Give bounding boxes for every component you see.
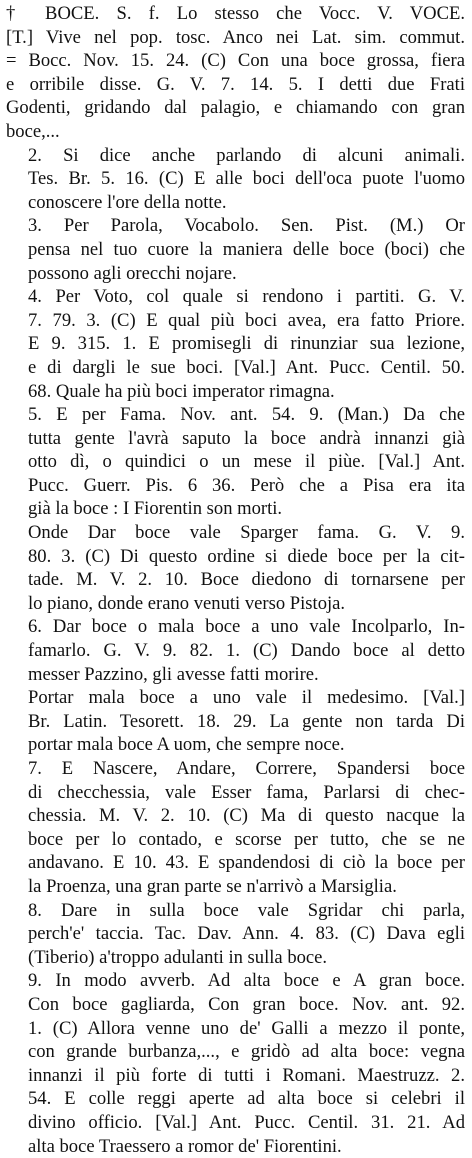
text-line: boce per lo contado, e scorse per tutto, che se ne [6, 828, 465, 852]
text-line: possono agli orecchi nojare. [6, 262, 465, 286]
text-line: Br. Latin. Tesorett. 18. 29. La gente non tarda Di [6, 710, 465, 734]
entry-sense-paragraph [6, 969, 465, 1158]
text-line: 7. 79. 3. (C) E qual più boci avea, era fatto Priore. [6, 309, 465, 333]
text-line: 2. Si dice anche parlando di alcuni animali. [6, 144, 465, 168]
text-line: (Tiberio) a'troppo adulanti in sulla boce. [6, 946, 465, 970]
text-line: 54. E colle reggi aperte ad alta boce si celebri il [6, 1087, 465, 1111]
text-line: chessia. M. V. 2. 10. (C) Ma di questo nacque la [6, 804, 465, 828]
text-line: 1. (C) Allora venne uno de' Galli a mezzo il ponte, [6, 1017, 465, 1041]
text-line: pensa nel tuo cuore la maniera delle boce (boci) che [6, 238, 465, 262]
text-line: Pucc. Guerr. Pis. 6 36. Però che a Pisa era ita [6, 474, 465, 498]
text-line: boce,... [6, 120, 465, 144]
text-line: [T.] Vive nel pop. tosc. Anco nei Lat. sim. commut. [6, 26, 465, 50]
text-line: alta boce Traessero a romor de' Fiorentini. [6, 1135, 465, 1158]
text-line: 4. Per Voto, col quale si rendono i partiti. G. V. [6, 285, 465, 309]
text-line: e orribile disse. G. V. 7. 14. 5. I detti due Frati [6, 73, 465, 97]
text-line: tutta gente l'avrà saputo la boce andrà innanzi già [6, 427, 465, 451]
entry-sense-paragraph [6, 757, 465, 899]
text-line: messer Pazzino, gli avesse fatti morire. [6, 663, 465, 687]
entry-sense-paragraph [6, 615, 465, 686]
text-line: 80. 3. (C) Di questo ordine si diede boce per la cit- [6, 545, 465, 569]
text-line: 9. In modo avverb. Ad alta boce e A gran boce. [6, 969, 465, 993]
entry-sense-paragraph [6, 686, 465, 757]
text-line: Portar mala boce a uno vale il medesimo. [Val.] [6, 686, 465, 710]
text-line: divino officio. [Val.] Ant. Pucc. Centil. 31. 21. Ad [6, 1111, 465, 1135]
text-line: Onde Dar boce vale Sparger fama. G. V. 9. [6, 521, 465, 545]
text-line: con grande burbanza,..., e gridò ad alta boce: vegna [6, 1040, 465, 1064]
entry-sense-paragraph [6, 214, 465, 285]
text-line: conoscere l'ore della notte. [6, 191, 465, 215]
text-line: la Proenza, una gran parte se n'arrivò a Marsiglia. [6, 875, 465, 899]
text-line: 5. E per Fama. Nov. ant. 54. 9. (Man.) Da che [6, 403, 465, 427]
text-line: Godenti, gridando dal palagio, e chiamando con gran [6, 96, 465, 120]
text-line: perch'e' taccia. Tac. Dav. Ann. 4. 83. (C) Dava egli [6, 922, 465, 946]
text-line: innanzi il più forte di tutti i Romani. Maestruzz. 2. [6, 1064, 465, 1088]
text-line: Tes. Br. 5. 16. (C) E alle boci dell'oca puote l'uomo [6, 167, 465, 191]
text-line: 6. Dar boce o mala boce a uno vale Incolparlo, In- [6, 615, 465, 639]
entry-sense-paragraph [6, 144, 465, 215]
entry-sense-paragraph [6, 403, 465, 521]
text-line: di checchessia, vale Esser fama, Parlarsi di chec- [6, 781, 465, 805]
text-line: † BOCE. S. f. Lo stesso che Vocc. V. VOCE. [6, 2, 465, 26]
text-line: portar mala boce A uom, che sempre noce. [6, 733, 465, 757]
text-line: 68. Quale ha più boci imperator rimagna. [6, 380, 465, 404]
text-line: E 9. 315. 1. E promisegli di rinunziar sua lezione, [6, 332, 465, 356]
text-line: = Bocc. Nov. 15. 24. (C) Con una boce grossa, fiera [6, 49, 465, 73]
text-line: 7. E Nascere, Andare, Correre, Spandersi boce [6, 757, 465, 781]
entry-sense-paragraph [6, 521, 465, 615]
text-line: 8. Dare in sulla boce vale Sgridar chi parla, [6, 899, 465, 923]
text-line: Con boce gagliarda, Con gran boce. Nov. ant. 92. [6, 993, 465, 1017]
text-line: lo piano, donde erano venuti verso Pistoja. [6, 592, 465, 616]
text-line: famarlo. G. V. 9. 82. 1. (C) Dando boce al detto [6, 639, 465, 663]
entry-headword-paragraph [6, 2, 465, 144]
entry-sense-paragraph [6, 285, 465, 403]
text-line: 3. Per Parola, Vocabolo. Sen. Pist. (M.) Or [6, 214, 465, 238]
text-line: tade. M. V. 2. 10. Boce diedono di tornarsene per [6, 568, 465, 592]
entry-sense-paragraph [6, 899, 465, 970]
text-line: già la boce : I Fiorentin son morti. [6, 497, 465, 521]
text-line: otto dì, o quindici o un mese il piùe. [Val.] Ant. [6, 450, 465, 474]
text-line: e di dargli le sue boci. [Val.] Ant. Pucc. Centil. 50. [6, 356, 465, 380]
text-line: andavano. E 10. 43. E spandendosi di ciò la boce per [6, 851, 465, 875]
